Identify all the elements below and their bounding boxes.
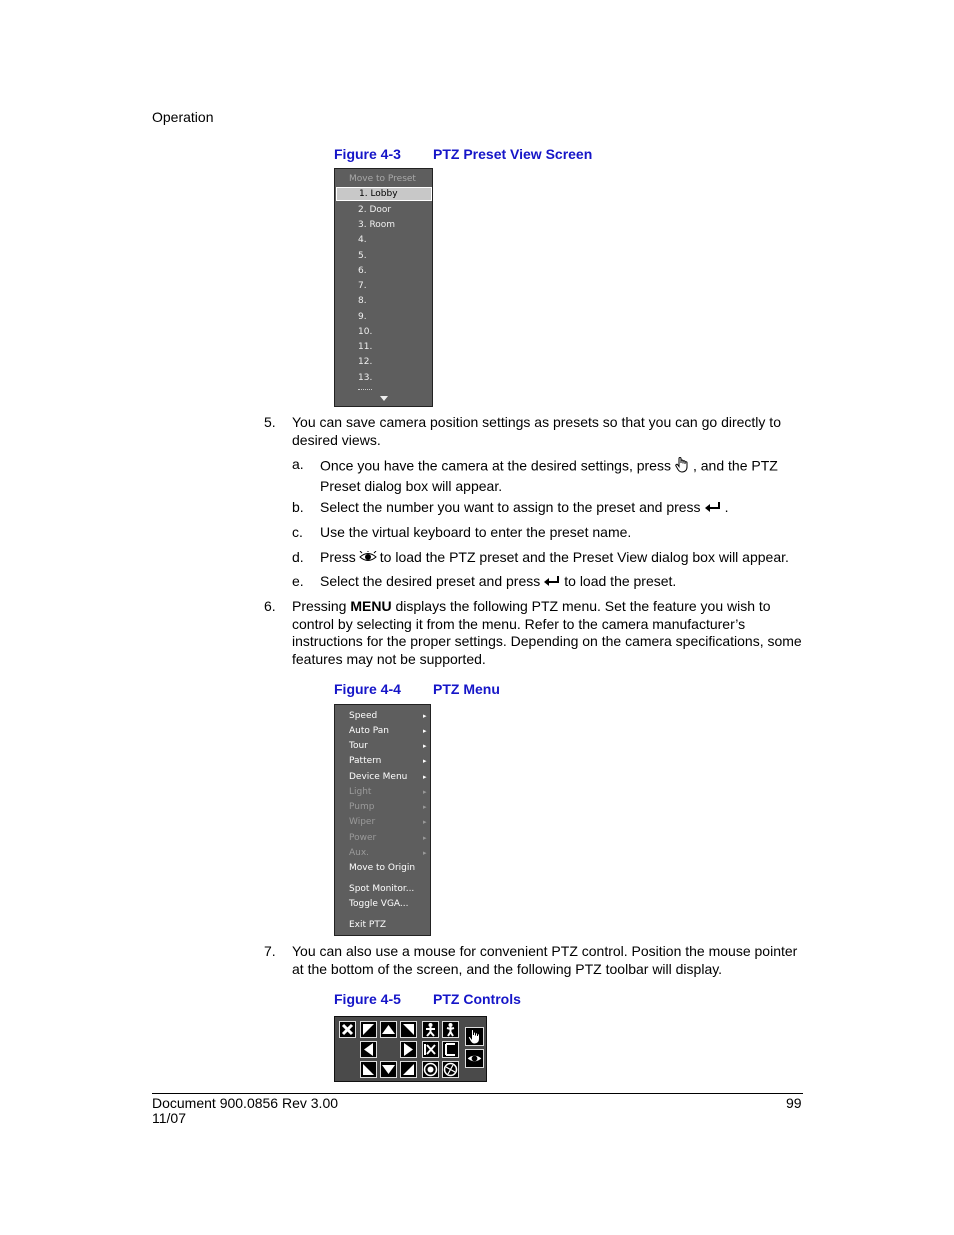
iris-open-icon[interactable] xyxy=(422,1061,439,1078)
step-5a-text: Once you have the camera at the desired settings, press , and the PTZ Preset dialog box will appear. xyxy=(320,457,778,494)
step-5b-letter: b. xyxy=(292,499,304,515)
tilt-up-icon[interactable] xyxy=(380,1021,397,1038)
ptz-menu-item[interactable]: Pattern xyxy=(349,756,382,766)
section-header: Operation xyxy=(152,109,214,125)
step-5-text: You can save camera position settings as presets so that you can go directly to desired views. xyxy=(292,414,781,448)
ptz-menu-item[interactable]: Spot Monitor... xyxy=(349,884,415,894)
hand-pointer-icon[interactable] xyxy=(465,1027,484,1046)
focus-far-icon[interactable] xyxy=(442,1041,459,1058)
footer-document-number: Document 900.0856 Rev 3.00 xyxy=(152,1095,339,1111)
pan-right-icon[interactable] xyxy=(400,1041,417,1058)
preset-item-selected[interactable]: 1. Lobby xyxy=(336,187,432,201)
ptz-menu-item[interactable]: Power xyxy=(349,833,377,843)
preset-item[interactable]: 10. xyxy=(358,327,373,337)
step-7-text: You can also use a mouse for convenient PTZ control. Position the mouse pointer at the bottom of the screen, and the following PTZ toolbar will display. xyxy=(292,943,798,977)
ptz-menu-item[interactable]: Wiper xyxy=(349,817,376,827)
submenu-arrow-icon: ▸ xyxy=(423,818,427,826)
eye-icon[interactable] xyxy=(465,1049,484,1068)
submenu-arrow-icon: ▸ xyxy=(423,712,427,720)
focus-near-icon[interactable] xyxy=(422,1041,439,1058)
ptz-menu-item[interactable]: Aux. xyxy=(349,848,370,858)
footer-rule xyxy=(152,1093,803,1094)
step-5c-text: Use the virtual keyboard to enter the preset name. xyxy=(320,524,632,540)
preset-item[interactable]: 5. xyxy=(358,251,367,261)
pan-up-left-icon[interactable] xyxy=(360,1021,377,1038)
submenu-arrow-icon: ▸ xyxy=(423,727,427,735)
step-6-number: 6. xyxy=(264,598,276,614)
footer-date: 11/07 xyxy=(152,1110,186,1126)
submenu-arrow-icon: ▸ xyxy=(423,788,427,796)
pan-down-right-icon[interactable] xyxy=(400,1061,417,1078)
page-number: 99 xyxy=(786,1095,802,1111)
preset-item[interactable]: 12. xyxy=(358,357,373,367)
iris-close-icon[interactable] xyxy=(442,1061,459,1078)
ptz-menu-item[interactable]: Light xyxy=(349,787,372,797)
figure-5-title: PTZ Controls xyxy=(433,991,521,1007)
ptz-preset-view-screen xyxy=(334,168,433,407)
step-5d-text: Press to load the PTZ preset and the Preset View dialog box will appear. xyxy=(320,549,800,567)
zoom-in-icon[interactable] xyxy=(422,1021,439,1038)
figure-5-number: Figure 4-5 xyxy=(334,991,401,1007)
submenu-arrow-icon: ▸ xyxy=(423,803,427,811)
preset-item[interactable]: 3. Room xyxy=(358,220,396,230)
preset-item[interactable]: 9. xyxy=(358,312,367,322)
ptz-menu-item[interactable]: Pump xyxy=(349,802,375,812)
step-5d-letter: d. xyxy=(292,549,304,565)
ptz-menu-item[interactable]: Speed xyxy=(349,711,378,721)
step-5e-letter: e. xyxy=(292,573,304,589)
close-icon[interactable] xyxy=(339,1021,356,1038)
ptz-toolbar xyxy=(334,1016,487,1082)
preset-item[interactable]: 4. xyxy=(358,235,367,245)
submenu-arrow-icon: ▸ xyxy=(423,849,427,857)
pan-up-right-icon[interactable] xyxy=(400,1021,417,1038)
step-6-text: Pressing MENU displays the following PTZ menu. Set the feature you wish to control by selecting it from the menu. Refer to the camera manufacturer’s instructions for the proper settings. Depending on the camera specifications, some features may not be supported. xyxy=(292,598,802,667)
ptz-menu-item[interactable]: Tour xyxy=(349,741,368,751)
submenu-arrow-icon: ▸ xyxy=(423,834,427,842)
figure-4-title: PTZ Menu xyxy=(433,681,500,697)
step-5-number: 5. xyxy=(264,414,276,430)
preset-header: Move to Preset xyxy=(349,174,416,184)
eye-icon xyxy=(359,550,377,568)
preset-item[interactable]: 7. xyxy=(358,281,367,291)
enter-key-icon xyxy=(704,500,722,518)
pan-down-left-icon[interactable] xyxy=(360,1061,377,1078)
ptz-menu-item[interactable]: Device Menu xyxy=(349,772,408,782)
preset-item[interactable]: 8. xyxy=(358,296,367,306)
tilt-down-icon[interactable] xyxy=(380,1061,397,1078)
figure-3-number: Figure 4-3 xyxy=(334,146,401,162)
preset-item-partial xyxy=(358,388,372,391)
step-5e-text: Select the desired preset and press to load the preset. xyxy=(320,573,800,591)
ptz-menu-item[interactable]: Exit PTZ xyxy=(349,920,386,930)
preset-item[interactable]: 13. xyxy=(358,373,373,383)
figure-3-title: PTZ Preset View Screen xyxy=(433,146,593,162)
scroll-down-icon[interactable] xyxy=(380,396,388,401)
enter-key-icon xyxy=(543,574,561,592)
figure-4-number: Figure 4-4 xyxy=(334,681,401,697)
hand-pointer-icon xyxy=(674,456,690,478)
preset-item[interactable]: 11. xyxy=(358,342,373,352)
submenu-arrow-icon: ▸ xyxy=(423,773,427,781)
step-5b-text: Select the number you want to assign to the preset and press . xyxy=(320,499,800,517)
preset-item[interactable]: 2. Door xyxy=(358,205,392,215)
submenu-arrow-icon: ▸ xyxy=(423,757,427,765)
submenu-arrow-icon: ▸ xyxy=(423,742,427,750)
ptz-menu-item[interactable]: Auto Pan xyxy=(349,726,389,736)
pan-left-icon[interactable] xyxy=(360,1041,377,1058)
ptz-menu-item[interactable]: Move to Origin xyxy=(349,863,416,873)
step-5c-letter: c. xyxy=(292,524,303,540)
preset-item[interactable]: 6. xyxy=(358,266,367,276)
ptz-menu xyxy=(334,704,431,936)
ptz-menu-item[interactable]: Toggle VGA... xyxy=(349,899,409,909)
step-5a-letter: a. xyxy=(292,456,304,472)
menu-keyword: MENU xyxy=(350,598,392,614)
zoom-out-icon[interactable] xyxy=(442,1021,459,1038)
step-7-number: 7. xyxy=(264,943,276,959)
